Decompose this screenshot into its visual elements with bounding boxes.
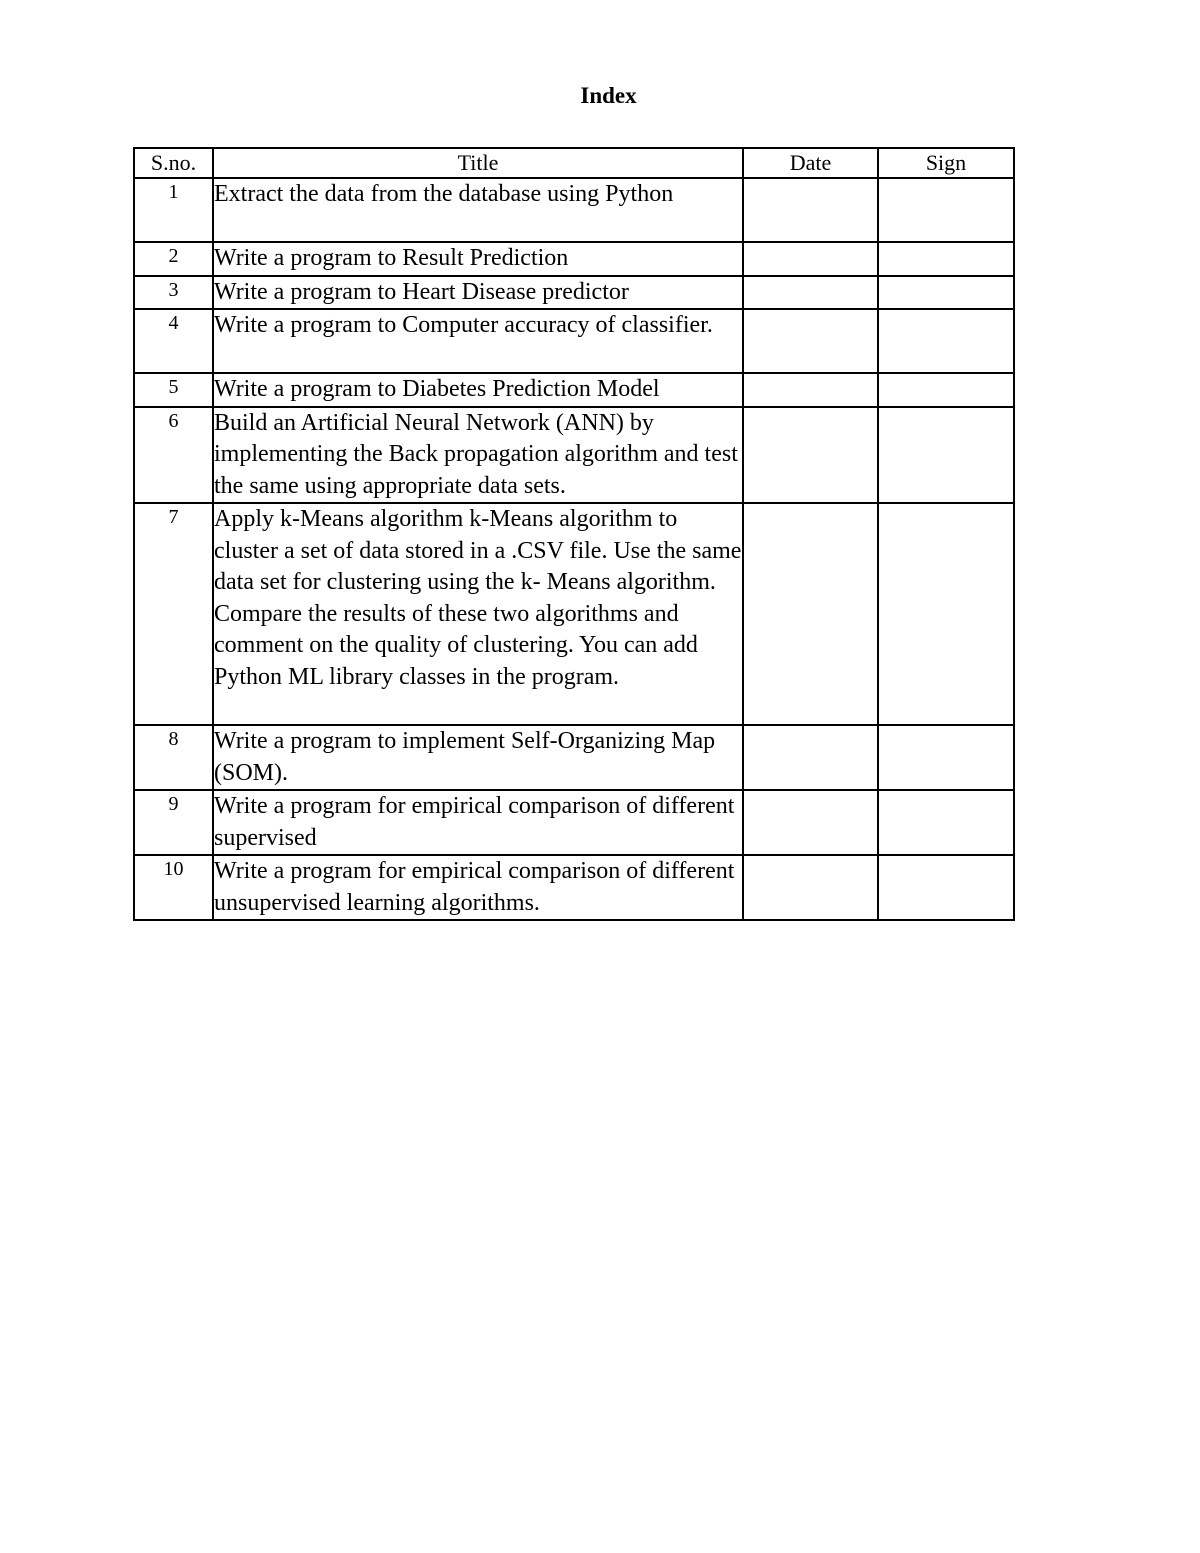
row-sno: 6 (134, 407, 213, 504)
row-sno: 9 (134, 790, 213, 855)
table-row (134, 407, 1014, 504)
row-sno: 4 (134, 309, 213, 373)
index-table (133, 147, 1015, 921)
row-sign (878, 178, 1014, 242)
row-sign (878, 309, 1014, 373)
row-date (743, 503, 878, 725)
row-date (743, 309, 878, 373)
table-row (134, 309, 1014, 373)
row-title: Write a program for empirical comparison of different supervised (213, 790, 743, 855)
header-sign: Sign (878, 148, 1014, 178)
row-sno: 8 (134, 725, 213, 790)
row-sno: 1 (134, 178, 213, 242)
row-title: Write a program to Computer accuracy of classifier. (213, 309, 743, 373)
row-title: Apply k-Means algorithm k-Means algorithm to cluster a set of data stored in a .CSV file. Use the same data set for clustering using the k- Means algorithm. Compare the results of these two algorithms and comment on the quality of clustering. You can add Python ML library classes in the program. (213, 503, 743, 725)
table-row (134, 790, 1014, 855)
row-sign (878, 855, 1014, 920)
row-sno: 2 (134, 242, 213, 276)
row-date (743, 178, 878, 242)
row-sno: 10 (134, 855, 213, 920)
row-sno: 7 (134, 503, 213, 725)
row-title: Write a program to implement Self-Organizing Map (SOM). (213, 725, 743, 790)
row-title: Write a program to Result Prediction (213, 242, 743, 276)
table-header-row (134, 148, 1014, 178)
table-row (134, 178, 1014, 242)
header-sno: S.no. (134, 148, 213, 178)
row-sign (878, 503, 1014, 725)
row-title: Write a program to Heart Disease predictor (213, 276, 743, 310)
page-title: Index (580, 83, 637, 108)
row-title: Extract the data from the database using Python (213, 178, 743, 242)
row-title: Write a program for empirical comparison of different unsupervised learning algorithms. (213, 855, 743, 920)
row-title: Build an Artificial Neural Network (ANN) by implementing the Back propagation algorithm and test the same using appropriate data sets. (213, 407, 743, 504)
header-title: Title (213, 148, 743, 178)
table-row (134, 242, 1014, 276)
row-date (743, 855, 878, 920)
row-sign (878, 242, 1014, 276)
table-row (134, 276, 1014, 310)
row-sign (878, 790, 1014, 855)
row-date (743, 790, 878, 855)
row-sno: 3 (134, 276, 213, 310)
table-row (134, 855, 1014, 920)
header-date: Date (743, 148, 878, 178)
row-date (743, 276, 878, 310)
table-row (134, 503, 1014, 725)
row-sno: 5 (134, 373, 213, 407)
row-date (743, 373, 878, 407)
row-sign (878, 276, 1014, 310)
table-row (134, 725, 1014, 790)
row-date (743, 242, 878, 276)
row-date (743, 407, 878, 504)
row-sign (878, 407, 1014, 504)
row-sign (878, 373, 1014, 407)
table-row (134, 373, 1014, 407)
row-sign (878, 725, 1014, 790)
row-date (743, 725, 878, 790)
row-title: Write a program to Diabetes Prediction Model (213, 373, 743, 407)
